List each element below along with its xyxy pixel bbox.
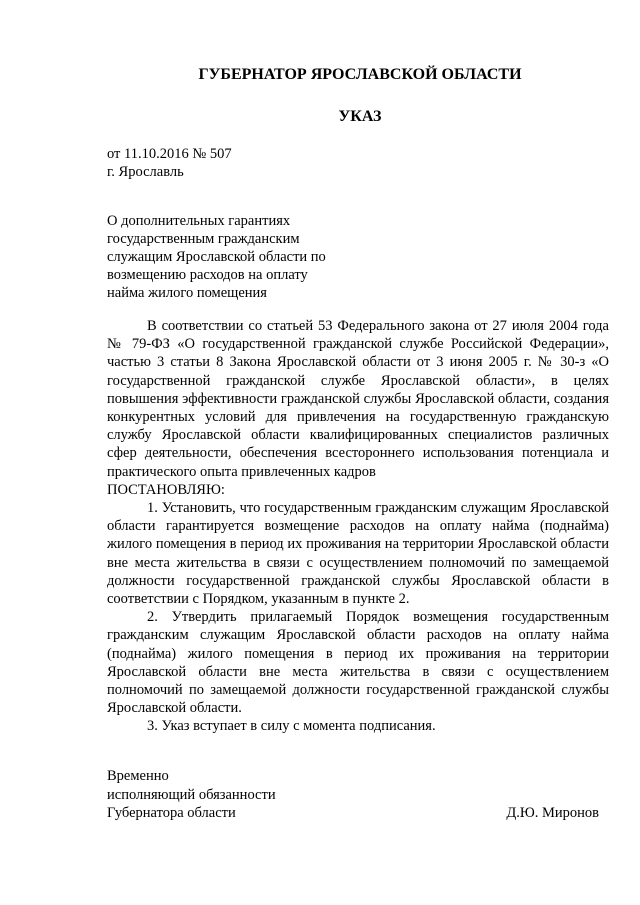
- clause-3: 3. Указ вступает в силу с момента подписания.: [147, 718, 436, 735]
- document-body: [107, 317, 609, 736]
- signatory-title-line: исполняющий обязанности: [107, 786, 276, 803]
- document-type-heading: УКАЗ: [338, 108, 382, 125]
- date-and-number: от 11.10.2016 № 507: [107, 146, 232, 162]
- subject-line: служащим Ярославской области по: [107, 249, 326, 265]
- subject-line: возмещению расходов на оплату: [107, 267, 308, 283]
- decree-word: ПОСТАНОВЛЯЮ:: [107, 481, 225, 498]
- signatory-title-line: Временно: [107, 768, 169, 784]
- document-subject: [107, 212, 326, 302]
- issuing-authority-heading: ГУБЕРНАТОР ЯРОСЛАВСКОЙ ОБЛАСТИ: [198, 66, 522, 83]
- clause-2: 2. Утвердить прилагаемый Порядок возмещения государственным гражданским служащим Ярославской области расходов на оплату найма (поднайма) жилого помещения в период их проживания на территории Ярославской области вне места жительства в связи с осуществлением полномочий по замещаемой должности государственной гражданской службы Ярославской области.: [107, 609, 609, 717]
- city-of-issue: г. Ярославль: [107, 164, 184, 180]
- document-meta: [107, 145, 232, 181]
- signatory-name: Д.Ю. Миронов: [506, 805, 599, 821]
- preamble-paragraph: В соответствии со статьей 53 Федерального закона от 27 июля 2004 года № 79-ФЗ «О государственной гражданской службе Российской Федерации», частью 3 статьи 8 Закона Ярославской области от 3 июня 2005 г. № 30-з «О государственной гражданской службе Ярославской области», в целях повышения эффективности гражданской службы Ярославской области, создания конкурентных условий для привлечения на государственную гражданскую службу Ярославской области квалифицированных специалистов различных сфер деятельности, обеспечения всестороннего использования потенциала и практического опыта привлеченных кадров: [107, 318, 609, 480]
- subject-line: О дополнительных гарантиях: [107, 213, 291, 229]
- signatory-row: [107, 804, 609, 823]
- clause-1: 1. Установить, что государственным гражданским служащим Ярославской области гарантируется возмещение расходов на оплату найма (поднайма) жилого помещения в период их проживания на территории Ярославской области вне места жительства в связи с осуществлением полномочий по замещаемой должности государственной гражданской службы Ярославской области в соответствии с Порядком, указанным в пункте 2.: [107, 500, 609, 608]
- signature-block: [107, 767, 609, 823]
- subject-line: найма жилого помещения: [107, 285, 267, 301]
- signatory-title-line: Губернатора области: [107, 805, 236, 821]
- subject-line: государственным гражданским: [107, 231, 300, 247]
